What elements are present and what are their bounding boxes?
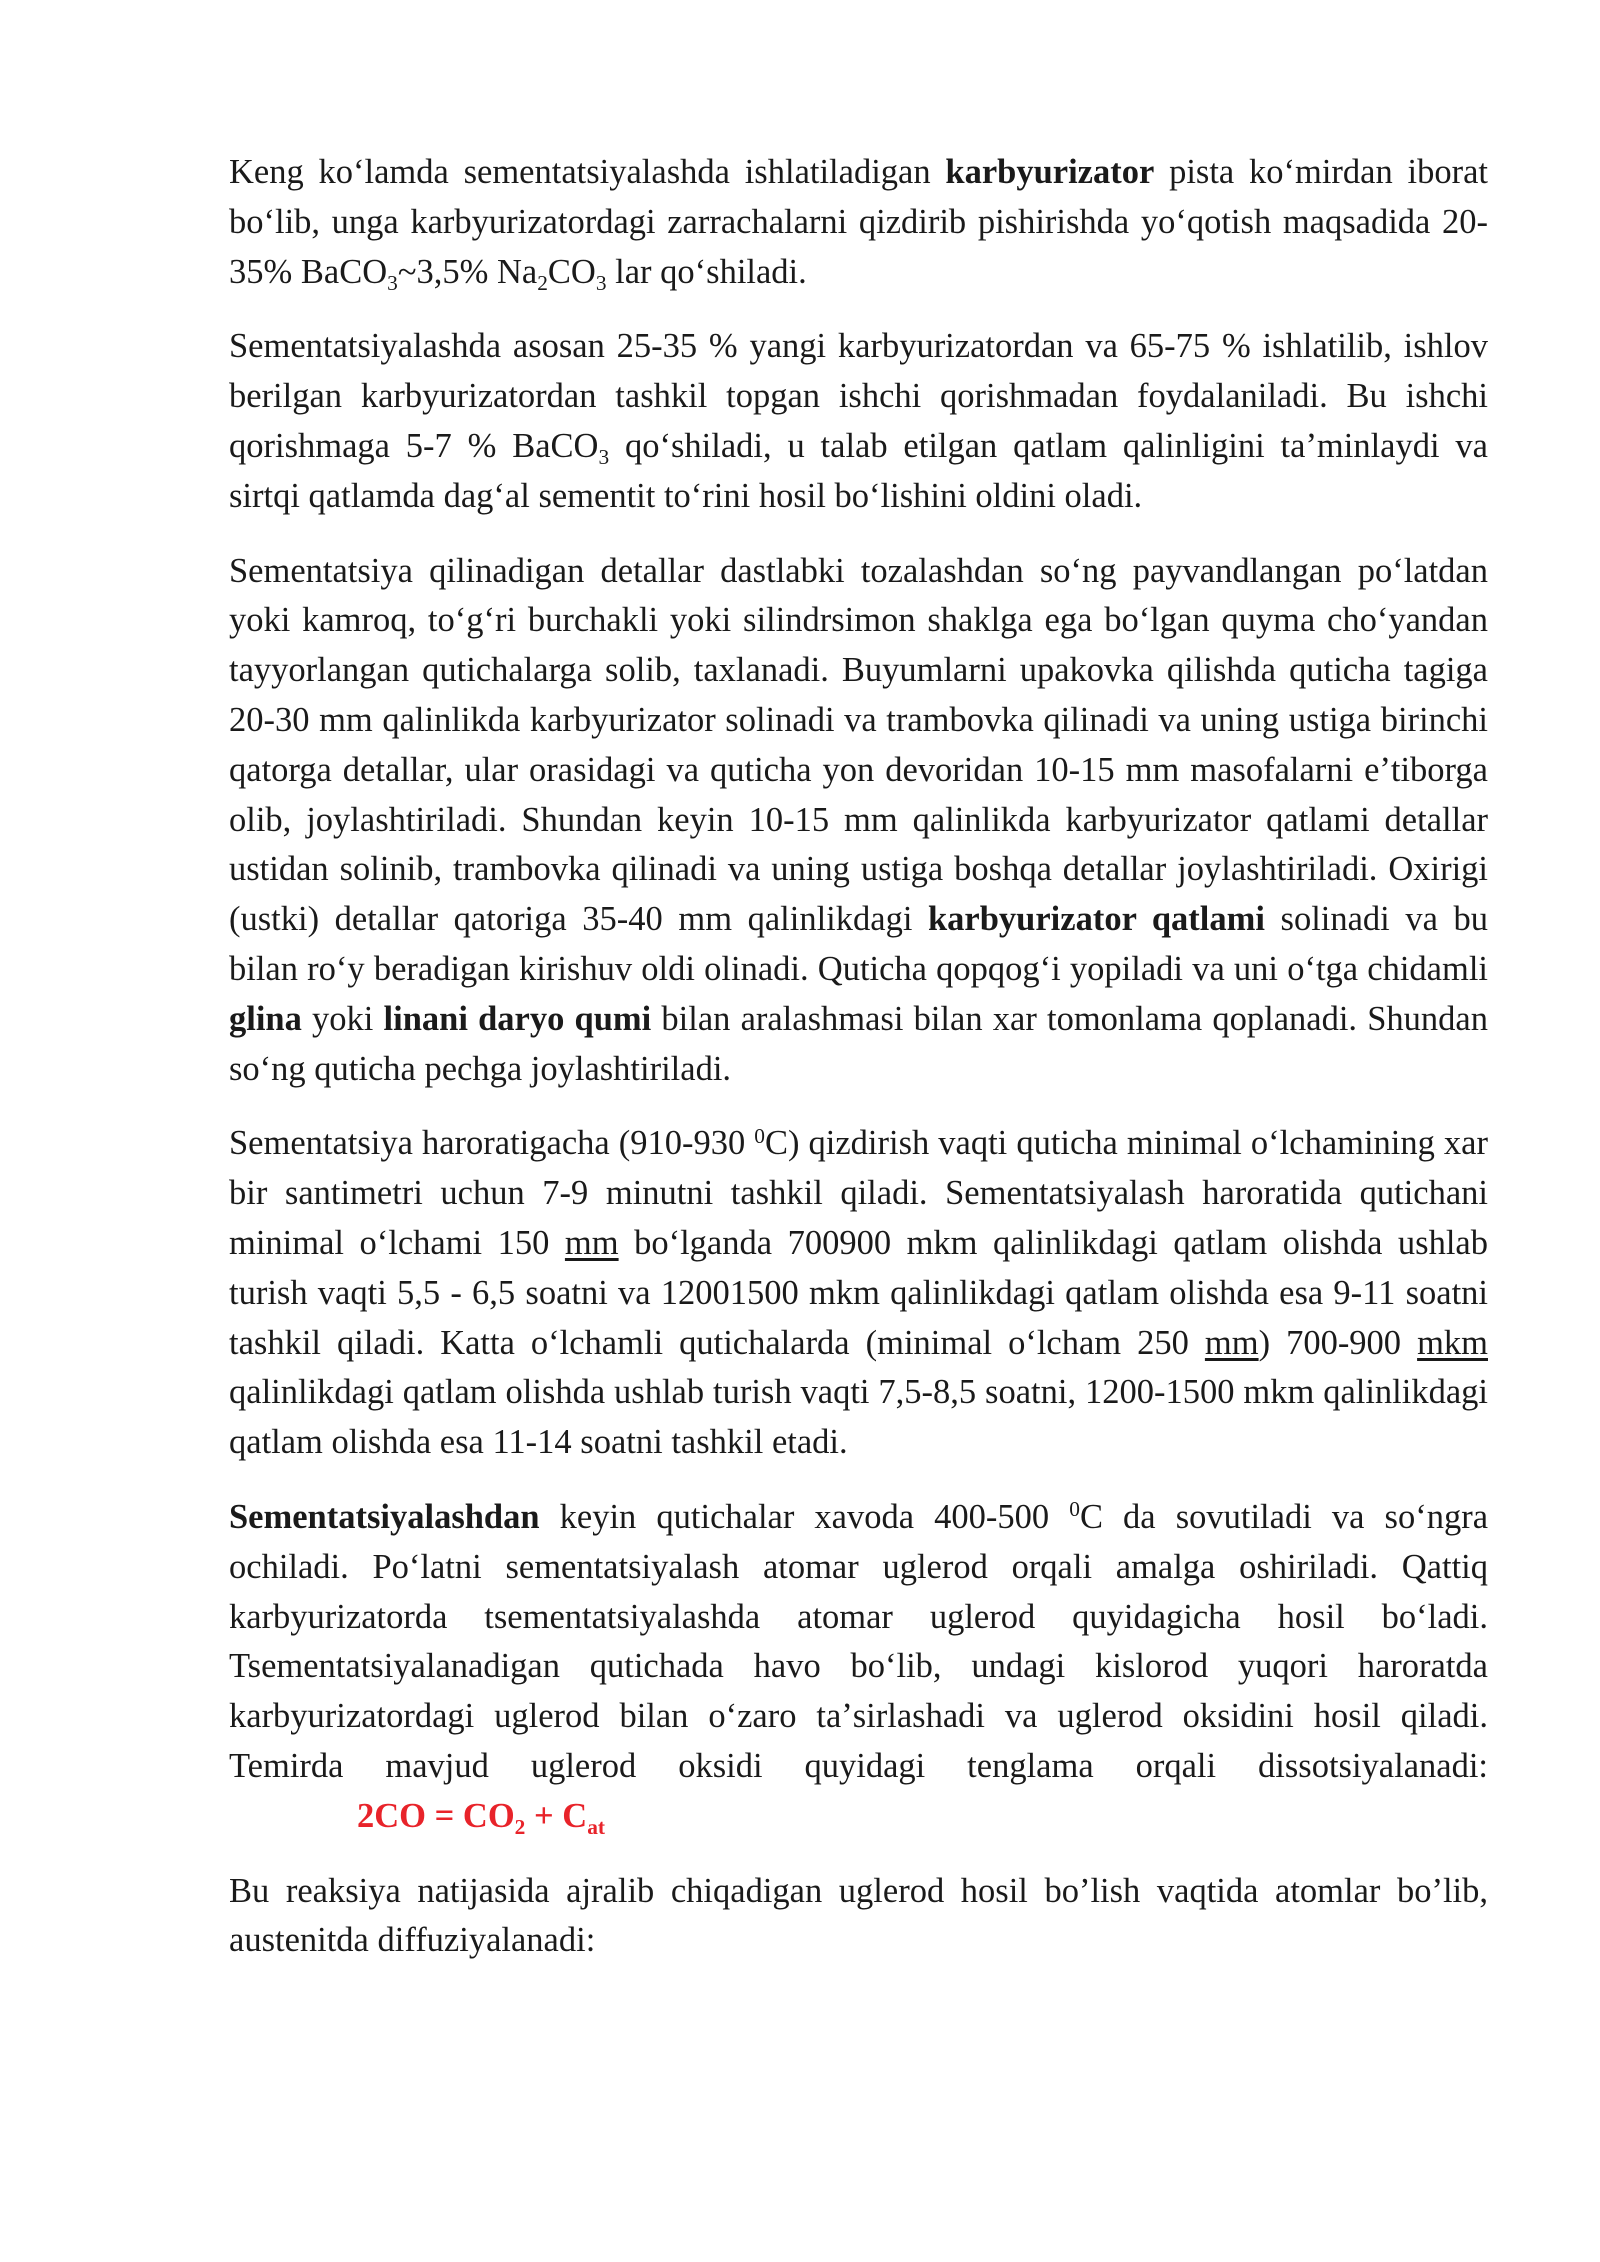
text-run: pista koʻmirdan iborat boʻlib, unga karbyurizatordagi zarrachalarni qizdirib pishirishda yoʻqotish maqsadida 20-35% BaCO bbox=[229, 153, 1489, 291]
underlined-unit: mm bbox=[564, 1223, 619, 1262]
subscript: 2 bbox=[537, 271, 548, 296]
paragraph-5 bbox=[229, 1493, 1488, 1842]
text-run: C da sovutiladi va soʻngra ochiladi. Poʻlatni sementatsiyalash atomar uglerod orqali amalga oshiriladi. Qattiq karbyurizatorda tsementatsiyalashda atomar uglerod quyidagicha hosil boʻladi. Tsementatsiyalanadigan qutichada havo boʻlib, undagi kislorod yuqori haroratda karbyurizatordagi uglerod bilan oʻzaro taʼsirlashadi va uglerod oksidini hosil qiladi. Temirda mavjud uglerod oksidi quyidagi tenglama orqali dissotsiyalanadi: bbox=[229, 1497, 1489, 1785]
superscript-degree: 0 bbox=[754, 1123, 765, 1148]
paragraph-3 bbox=[229, 547, 1488, 1095]
document-page bbox=[229, 148, 1488, 1991]
text-run: Sementatsiya qilinadigan detallar dastlabki tozalashdan soʻng payvandlangan poʻlatdan yoki kamroq, toʻgʻri burchakli yoki silindrsimon shaklga ega boʻlgan quyma choʻyandan tayyorlangan qutichalarga solib, taxlanadi. Buyumlarni upakovka qilishda quticha tagiga 20-30 mm qalinlikda karbyurizator solinadi va trambovka qilinadi va uning ustiga birinchi qatorga detallar, ular orasidagi va quticha yon devoridan 10-15 mm masofalarni eʼtiborga olib, joylashtiriladi. Shundan keyin 10-15 mm qalinlikda karbyurizator qatlami detallar ustidan solinib, trambovka qilinadi va uning ustiga boshqa detallar joylashtiriladi. Oxirigi (ustki) detallar qatoriga 35-40 mm qalinlikdagi bbox=[229, 551, 1488, 939]
paragraph-2 bbox=[229, 322, 1488, 521]
paragraph-1 bbox=[229, 148, 1488, 297]
text-run: bilan aralashmasi bilan xar tomonlama qoplanadi. Shundan soʻng quticha pechga joylashtiriladi. bbox=[229, 999, 1488, 1088]
text-run: qalinlikdagi qatlam olishda ushlab turish vaqti 7,5-8,5 soatni, 1200-1500 mkm qalinlikdagi qatlam olishda esa 11-14 soatni tashkil etadi. bbox=[229, 1373, 1488, 1462]
subscript: 3 bbox=[595, 271, 607, 296]
text-run: solinadi va bu bilan roʻy beradigan kirishuv oldi olinadi. Quticha qopqogʻi yopiladi va uni oʻtga chidamli bbox=[229, 900, 1488, 988]
text-run: boʻlganda 700900 mkm qalinlikdagi qatlam olishda ushlab turish vaqti 5,5 - 6,5 soatni va 12001500 mkm qalinlikdagi qatlam olishda esa 9-11 soatni tashkil qiladi. Katta oʻlchamli qutichalarda (minimal oʻlcham 250 bbox=[229, 1223, 1488, 1362]
text-run: lar qoʻshiladi. bbox=[606, 252, 807, 291]
bold-term-karbyurizator-qatlami: karbyurizator qatlami bbox=[928, 900, 1265, 939]
superscript-degree: 0 bbox=[1069, 1497, 1080, 1522]
bold-term-sementatsiyalashdan: Sementatsiyalashdan bbox=[229, 1497, 540, 1536]
text-run: CO bbox=[547, 252, 596, 291]
text-run: Sementatsiyalashda asosan 25-35 % yangi karbyurizatordan va 65-75 % ishlatilib, ishlov berilgan karbyurizatordan tashkil topgan ishchi qorishmadan foydalaniladi. Bu ishchi qorishmaga 5-7 % BaCO bbox=[229, 327, 1488, 465]
text-run: C) qizdirish vaqti quticha minimal oʻlchamining xar bir santimetri uchun 7-9 minutni tashkil qiladi. Sementatsiyalash haroratida qutichani minimal oʻlchami 150 bbox=[229, 1124, 1488, 1262]
bold-term-linani-daryo-qumi: linani daryo qumi bbox=[383, 999, 652, 1038]
text-run: Keng koʻlamda sementatsiyalashda ishlatiladigan bbox=[229, 153, 946, 191]
subscript: 3 bbox=[598, 445, 610, 470]
paragraph-4 bbox=[229, 1119, 1488, 1468]
underlined-unit: mkm bbox=[1417, 1323, 1488, 1362]
text-run: ) 700-900 bbox=[1258, 1323, 1418, 1362]
formula-subscript: at bbox=[587, 1815, 605, 1840]
text-run: ~3,5% Na bbox=[397, 252, 538, 291]
text-run: Sementatsiya haroratigacha (910-930 bbox=[229, 1124, 755, 1163]
text-run: yoki bbox=[301, 999, 384, 1038]
underlined-unit: mm bbox=[1204, 1323, 1259, 1362]
subscript: 3 bbox=[387, 271, 398, 296]
formula-part: 2CO = CO bbox=[357, 1796, 515, 1835]
bold-term-karbyurizator: karbyurizator bbox=[945, 153, 1155, 191]
reaction-formula bbox=[357, 1792, 605, 1842]
formula-subscript: 2 bbox=[514, 1815, 526, 1840]
text-run: qoʻshiladi, u talab etilgan qatlam qalinligini taʼminlaydi va sirtqi qatlamda dagʻal sementit toʻrini hosil boʻlishini oldini oladi. bbox=[229, 426, 1488, 515]
formula-part: + C bbox=[525, 1796, 588, 1835]
paragraph-6 bbox=[229, 1867, 1488, 1967]
bold-term-glina: glina bbox=[229, 999, 302, 1038]
text-run: Bu reaksiya natijasida ajralib chiqadigan uglerod hosil bo’lish vaqtida atomlar bo’lib, austenitda diffuziyalanadi: bbox=[229, 1871, 1488, 1960]
text-run: keyin qutichalar xavoda 400-500 bbox=[539, 1497, 1070, 1536]
